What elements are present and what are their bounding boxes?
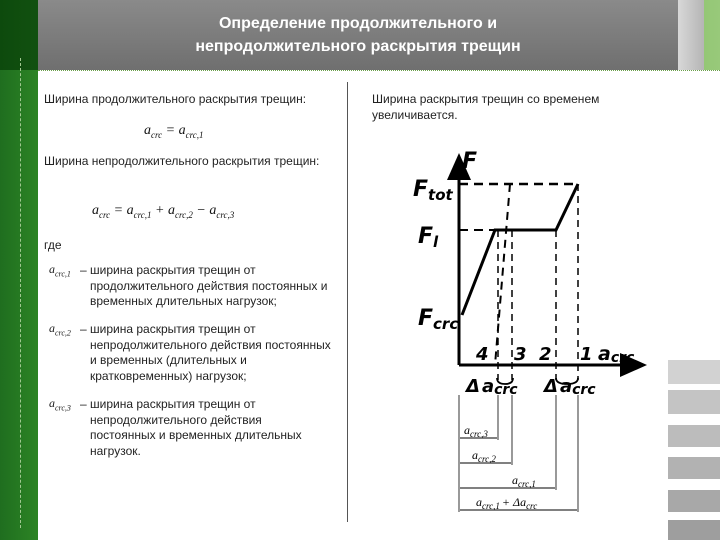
deco-square: [668, 520, 720, 540]
time-increase-text: Ширина раскрытия трещин со временем увеличивается.: [372, 92, 600, 122]
long-term-text: Ширина продолжительного раскрытия трещин:: [44, 92, 307, 106]
deco-square: [668, 360, 720, 384]
unloading-line: [495, 184, 510, 365]
label-f-tot: Ftot: [413, 177, 453, 204]
short-term-text: Ширина непродолжительного раскрытия трещин:: [44, 154, 320, 168]
title-line-1: Определение продолжительного и: [218, 15, 498, 32]
dim-label-acrc1: $a_{crc,1}$: [512, 473, 536, 489]
load-curve: [462, 184, 578, 315]
load-crack-diagram: [400, 140, 660, 520]
deco-square: [668, 425, 720, 447]
where-label: где: [44, 238, 62, 252]
left-dashed-rule: [20, 58, 21, 528]
dim-label-acrc3: $a_{crc,3}$: [464, 423, 488, 439]
column-divider: [347, 82, 348, 522]
symbol-acrc3: $a_{crc,3}$: [49, 396, 71, 413]
header-stripe: [678, 0, 704, 70]
label-f-l: Fl: [418, 224, 439, 251]
symbol-acrc2: $a_{crc,2}$: [49, 321, 71, 338]
delta-label-left: Δ acrc: [466, 376, 518, 398]
dim-label-acrc1-delta: $a_{crc,1} + \Delta a_{crc}$: [476, 495, 538, 511]
x-axis-label: acrc: [598, 343, 635, 366]
definition-acrc1: – ширина раскрытия трещин от продолжительного действия постоянных и временных длительных нагрузок;: [80, 263, 328, 308]
formula-short-term: $a_{crc} = a_{crc,1} + a_{crc,2} - a_{crc,3}$: [92, 203, 235, 220]
deco-square: [668, 390, 720, 414]
point-4: 4: [476, 344, 489, 365]
definition-acrc3: – ширина раскрытия трещин от непродолжительного действия постоянных и временных длительных нагрузок.: [80, 397, 302, 458]
y-axis-label: F: [462, 149, 478, 174]
dim-label-acrc2: $a_{crc,2}$: [472, 448, 496, 464]
point-2: 2: [539, 344, 552, 365]
delta-label-right: Δ acrc: [544, 376, 596, 398]
page-title: [38, 12, 678, 58]
title-line-2: непродолжительного раскрытия трещин: [195, 38, 521, 55]
symbol-acrc1: $a_{crc,1}$: [49, 262, 71, 279]
label-f-crc: Fcrc: [418, 306, 459, 333]
formula-long-term: $a_{crc} = a_{crc,1}$: [144, 123, 204, 140]
deco-square: [668, 490, 720, 512]
definition-acrc2: – ширина раскрытия трещин от непродолжительного действия постоянных и временных (длительных и кратковременных) нагрузок;: [80, 322, 331, 383]
deco-square: [668, 457, 720, 479]
point-1: 1: [580, 344, 593, 365]
point-3: 3: [514, 344, 527, 365]
header-dotted-rule: [38, 70, 720, 71]
